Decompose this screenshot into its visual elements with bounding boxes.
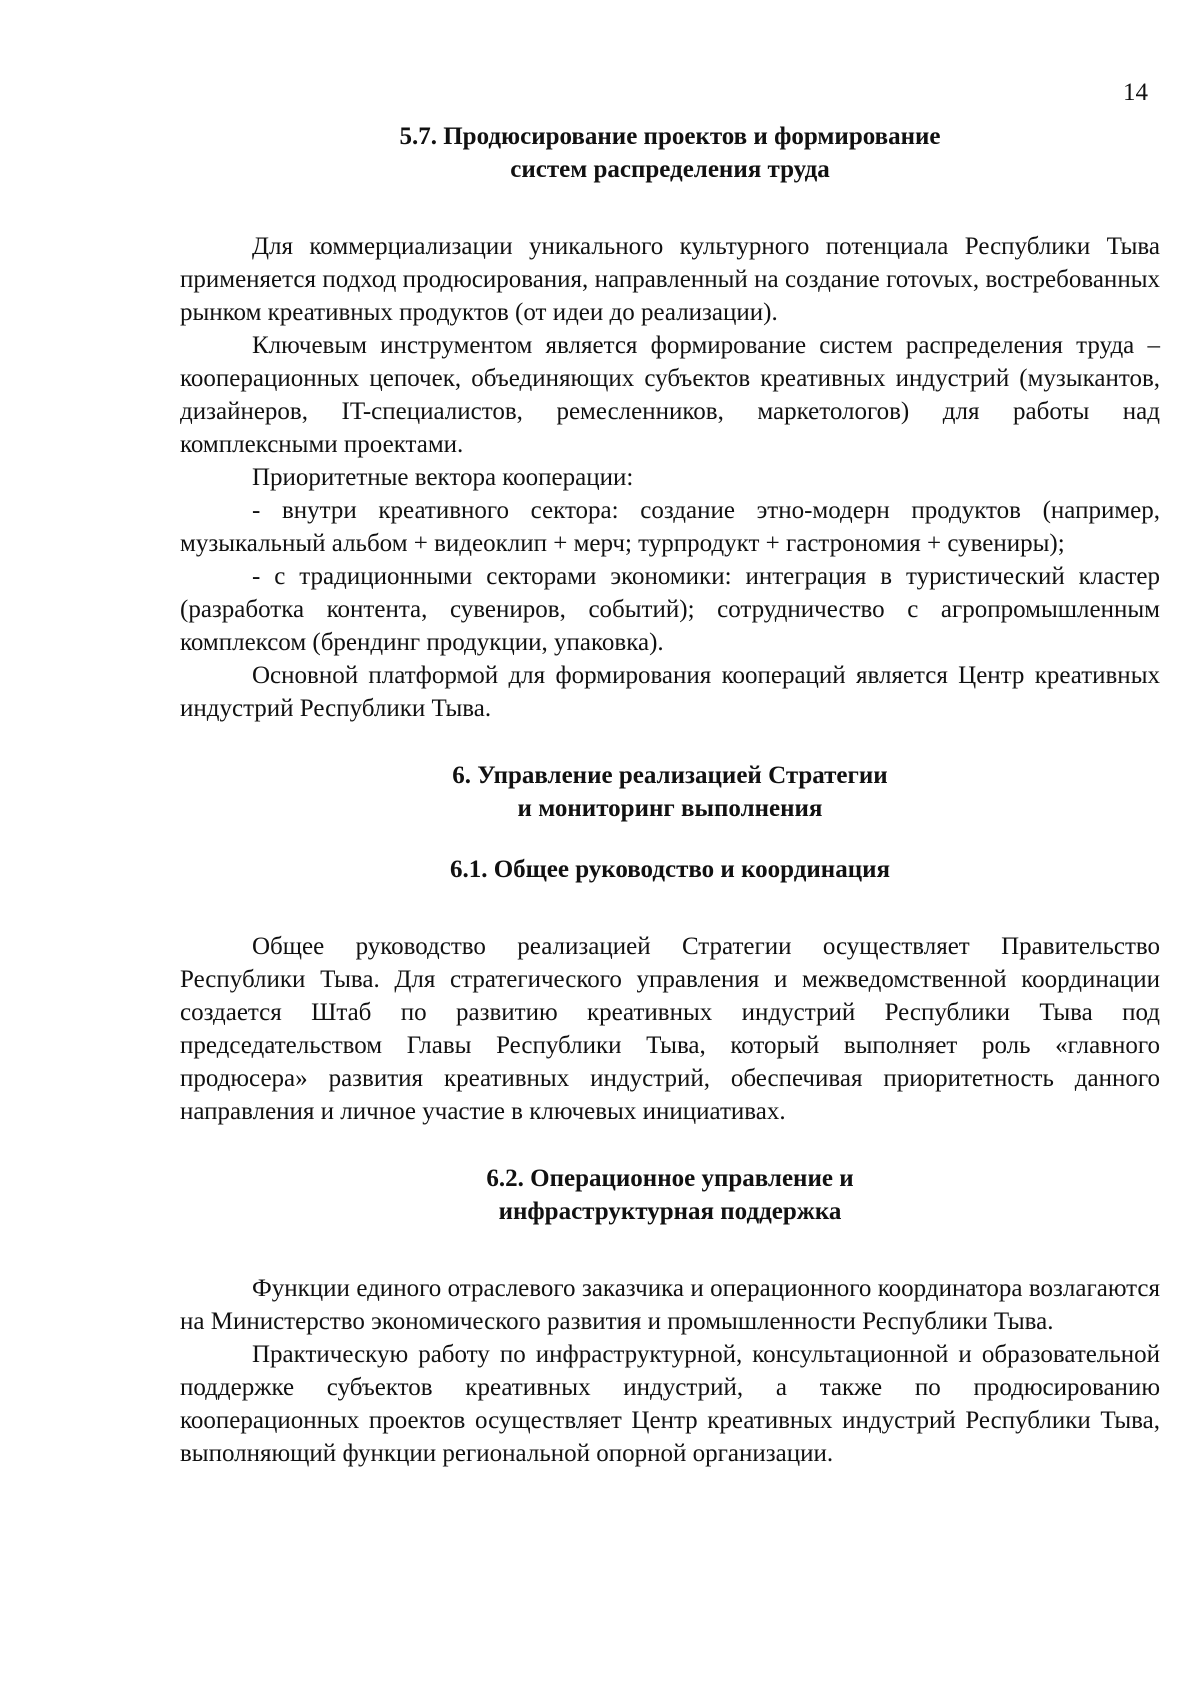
paragraph: Приоритетные вектора кооперации: [252,464,634,491]
section-6-heading [180,759,1160,825]
section-6-2-heading [180,1162,1160,1228]
section-5-7-heading [180,120,1160,186]
heading-line: и мониторинг выполнения [517,795,823,822]
paragraph: Ключевым инструментом является формирование систем распределения труда – кооперационных цепочек, объединяющих субъектов креативных индустрий (музыкантов, дизайнеров, IT-специалистов, ремесленников, маркетологов) для работы над комплексными проектами. [180,332,1160,458]
paragraph: Практическую работу по инфраструктурной, консультационной и образовательной поддержке субъектов креативных индустрий, а также по продюсированию кооперационных проектов осуществляет Центр креативных индустрий Республики Тыва, выполняющий функции региональной опорной организации. [180,1341,1160,1467]
heading-line: систем распределения труда [510,156,830,183]
list-item-paragraph: - с традиционными секторами экономики: интеграция в туристический кластер (разработка контента, сувениров, событий); сотрудничество с агропромышленным комплексом (брендинг продукции, упаковка). [180,563,1160,656]
heading-line: 6.2. Операционное управление и [486,1165,854,1192]
heading-line: 5.7. Продюсирование проектов и формирование [399,123,941,150]
page-number: 14 [1123,79,1148,106]
paragraph: Для коммерциализации уникального культурного потенциала Республики Тыва применяется подход продюсирования, направленный на создание готоvых, востребованных рынком креативных продуктов (от идеи до реализации). [180,233,1160,326]
paragraph: Функции единого отраслевого заказчика и операционного координатора возлагаются на Министерство экономического развития и промышленности Республики Тыва. [180,1275,1160,1335]
document-body [180,120,1160,1470]
heading-line: инфраструктурная поддержка [498,1198,842,1225]
heading-line: 6. Управление реализацией Стратегии [452,762,888,789]
paragraph: Основной платформой для формирования коопераций является Центр креативных индустрий Республики Тыва. [180,662,1160,722]
paragraph: Общее руководство реализацией Стратегии осуществляет Правительство Республики Тыва. Для стратегического управления и межведомственной координации создается Штаб по развитию креативных индустрий Республики Тыва под председательством Главы Республики Тыва, который выполняет роль «главного продюсера» развития креативных индустрий, обеспечивая приоритетность данного направления и личное участие в ключевых инициативах. [180,933,1160,1125]
list-item-paragraph: - внутри креативного сектора: создание этно-модерн продуктов (например, музыкальный альбом + видеоклип + мерч; турпродукт + гастрономия + сувениры); [180,497,1160,557]
section-6-1-heading: 6.1. Общее руководство и координация [449,856,891,883]
